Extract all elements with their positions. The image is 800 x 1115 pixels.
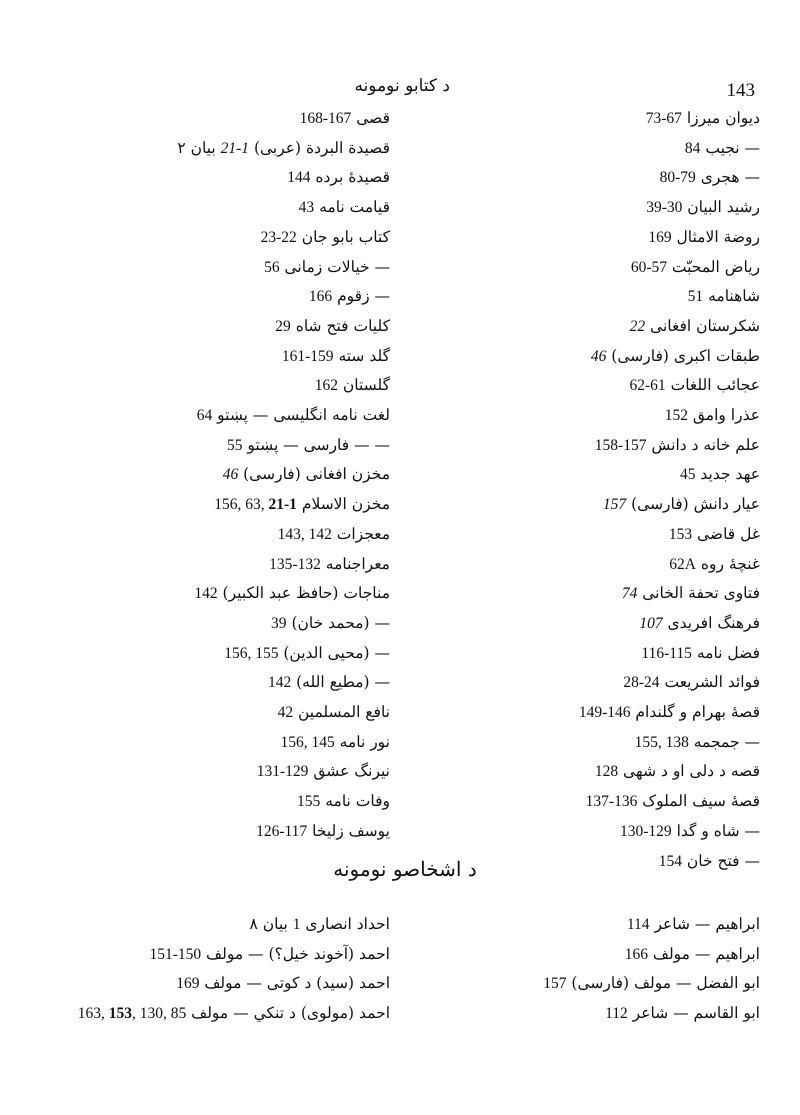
entry-suffix: بیان ۸ xyxy=(249,915,293,933)
entry-page-ref: 143, 142 xyxy=(277,525,332,543)
entry-page-ref: 130-129 xyxy=(619,822,672,840)
entry-page-ref: 154 xyxy=(658,852,682,870)
entry-title: فرهنگ افریدی xyxy=(662,613,760,632)
index-entry xyxy=(30,401,390,431)
entry-title: ابراهیم — شاعر xyxy=(649,915,760,933)
entry-title: نیرنگ عشق xyxy=(308,762,390,781)
index-entry xyxy=(30,193,390,223)
entry-title: نافع المسلمین xyxy=(293,703,390,722)
entry-page-ref: 39 xyxy=(271,614,287,632)
entry-title: عیار دانش (فارسی) xyxy=(626,495,760,514)
index-entry xyxy=(420,253,760,283)
entry-title: فضل نامه xyxy=(691,643,760,662)
entry-page-ref: 42 xyxy=(277,704,294,722)
index-entry xyxy=(30,134,390,164)
entry-page-ref: 144 xyxy=(287,169,311,187)
entry-title: معراجنامه xyxy=(320,554,390,573)
index-entry xyxy=(30,460,390,490)
entry-page-ref: 157 xyxy=(602,496,627,514)
index-entry xyxy=(30,520,390,550)
entry-page-ref: 23-22 xyxy=(260,228,297,246)
entry-title: قصه د دلی او د شهی xyxy=(618,762,760,781)
index-entry xyxy=(420,193,760,223)
index-entry xyxy=(420,698,760,728)
entry-title: قصیدهٔ برده xyxy=(310,168,390,187)
entry-title: ابراهیم — مولف xyxy=(647,944,760,963)
entry-title: روضة الامثال xyxy=(671,227,760,246)
entry-title: فتاوی تحفة الخانی xyxy=(637,584,760,603)
index-entry xyxy=(20,999,390,1029)
entry-title: غل قاضی xyxy=(692,524,760,543)
index-entry xyxy=(420,401,760,431)
entry-title: — — فارسی — پښتو xyxy=(242,435,390,454)
index-entry xyxy=(20,910,390,940)
entry-page-ref: 21-1 xyxy=(220,139,250,157)
entry-page-ref: 168-167 xyxy=(299,110,352,127)
entry-title: وفات نامه xyxy=(320,792,390,811)
entry-page-ref: 163, 153, 130, 85 xyxy=(77,1005,187,1023)
entry-page-ref: 22 xyxy=(629,317,646,335)
index-entry xyxy=(420,579,760,609)
entry-title: گلد سته xyxy=(333,346,390,365)
books-index-left-column xyxy=(30,104,390,847)
entry-title: طبقات اکبری (فارسی) xyxy=(606,346,760,365)
entry-page-ref: 126-117 xyxy=(256,822,308,840)
index-entry xyxy=(420,134,760,164)
entry-suffix: بیان ۲ xyxy=(177,138,221,157)
index-entry xyxy=(30,371,390,401)
entry-title: معجزات xyxy=(331,524,390,543)
running-head: د کتابو نومونه xyxy=(354,76,450,96)
entry-title: قصی xyxy=(351,109,390,127)
entry-title: — نجیب xyxy=(700,138,760,157)
index-entry xyxy=(30,431,390,461)
index-entry xyxy=(30,668,390,698)
entry-title: — زقوم xyxy=(332,287,390,306)
entry-page-ref: 156, 145 xyxy=(280,733,335,751)
entry-page-ref: 131-129 xyxy=(256,763,309,781)
entry-page-ref: 156, 63, 21-1 xyxy=(214,496,297,514)
entry-page-ref: 107 xyxy=(639,614,663,632)
entry-page-ref: 166 xyxy=(308,288,333,306)
entry-page-ref: 112 xyxy=(605,1005,628,1023)
entry-page-ref: 142 xyxy=(267,674,292,692)
entry-title: مخزن الاسلام xyxy=(296,495,390,514)
index-entry xyxy=(20,969,390,999)
entry-title: نور نامه xyxy=(334,732,390,751)
index-entry xyxy=(420,969,760,999)
entry-page-ref: 62A xyxy=(669,555,696,573)
entry-page-ref: 1 xyxy=(292,916,301,933)
entry-title: قصهٔ سیف الملوک xyxy=(637,792,760,811)
index-entry xyxy=(420,282,760,312)
entry-title: — (محیی الدین) xyxy=(278,643,390,662)
persons-section-title: د اشخاصو نومونه xyxy=(333,857,477,881)
entry-page-ref: 73-67 xyxy=(645,110,682,127)
entry-page-ref: 74 xyxy=(621,585,638,603)
entry-title: علم خانه د دانش xyxy=(646,435,760,454)
entry-title: احمد (مولوی) د تنکي — مولف xyxy=(186,1004,390,1023)
entry-page-ref: 158-157 xyxy=(594,436,647,454)
entry-title: عذرا وامق xyxy=(687,406,760,425)
entry-title: ریاض المحبّت xyxy=(666,257,760,276)
index-entry xyxy=(30,223,390,253)
entry-page-ref: 80-79 xyxy=(659,169,696,187)
index-entry xyxy=(420,104,760,134)
index-entry xyxy=(420,817,760,847)
index-entry xyxy=(420,668,760,698)
entry-page-ref: 55 xyxy=(227,436,243,454)
entry-page-ref: 128 xyxy=(594,763,619,781)
index-entry xyxy=(420,223,760,253)
entry-title: یوسف زلیخا xyxy=(307,821,390,840)
index-entry xyxy=(420,550,760,580)
entry-title: کتاب بابو جان xyxy=(296,227,390,246)
index-entry xyxy=(420,490,760,520)
index-entry xyxy=(420,520,760,550)
entry-title: رشید البیان xyxy=(682,198,760,217)
index-entry xyxy=(420,163,760,193)
entry-title: — فتح خان xyxy=(681,851,760,870)
entry-page-ref: 46 xyxy=(590,347,607,365)
entry-page-ref: 162 xyxy=(314,377,338,395)
entry-title: غنچهٔ روه xyxy=(695,554,760,573)
entry-title: احمد (سید) د کوتی — مولف xyxy=(199,974,390,993)
entry-title: — جمجمه xyxy=(688,732,760,751)
index-entry xyxy=(30,282,390,312)
entry-page-ref: 157 xyxy=(543,975,567,993)
index-entry xyxy=(30,104,390,134)
entry-title: قصیدة البردة (عربی) xyxy=(249,138,390,157)
index-entry xyxy=(30,817,390,847)
entry-page-ref: 169 xyxy=(648,228,672,246)
entry-page-ref: 29 xyxy=(275,317,291,335)
entry-page-ref: 166 xyxy=(624,945,648,963)
entry-page-ref: 161-159 xyxy=(281,347,334,365)
index-entry xyxy=(420,431,760,461)
index-entry xyxy=(420,999,760,1029)
entry-title: — هجری xyxy=(695,168,760,187)
entry-page-ref: 156, 155 xyxy=(224,644,279,662)
index-entry xyxy=(30,787,390,817)
index-entry xyxy=(30,550,390,580)
index-entry xyxy=(30,579,390,609)
entry-page-ref: 151-150 xyxy=(149,945,202,963)
entry-title: شکرستان افغانی xyxy=(645,316,760,335)
index-entry xyxy=(420,460,760,490)
index-entry xyxy=(30,757,390,787)
entry-page-ref: 169 xyxy=(176,975,200,993)
index-entry xyxy=(20,940,390,970)
entry-title: گلستان xyxy=(337,376,390,395)
index-entry xyxy=(420,639,760,669)
index-entry xyxy=(420,910,760,940)
entry-page-ref: 84 xyxy=(684,139,701,157)
page-number: 143 xyxy=(726,80,755,101)
entry-page-ref: 60-57 xyxy=(630,258,667,276)
index-entry xyxy=(420,609,760,639)
entry-title: — (مطیع الله) xyxy=(291,673,390,692)
entry-page-ref: 28-24 xyxy=(623,674,660,692)
index-entry xyxy=(30,490,390,520)
entry-page-ref: 64 xyxy=(196,407,213,425)
index-entry xyxy=(30,342,390,372)
entry-title: فوائد الشریعت xyxy=(659,673,760,692)
index-entry xyxy=(30,728,390,758)
entry-title: عهد جدید xyxy=(695,465,760,484)
index-entry xyxy=(420,728,760,758)
entry-title: مناجات (حافظ عبد الکبیر) xyxy=(217,584,390,603)
entry-title: قصهٔ بهرام و گلندام xyxy=(630,703,760,722)
entry-page-ref: 56 xyxy=(264,258,280,276)
entry-title: مخزن افغانی (فارسی) xyxy=(238,465,390,484)
entry-page-ref: 153 xyxy=(668,525,693,543)
index-entry xyxy=(30,639,390,669)
entry-page-ref: 51 xyxy=(687,288,704,306)
index-entry xyxy=(420,371,760,401)
entry-page-ref: 116-115 xyxy=(641,644,692,662)
entry-page-ref: 135-132 xyxy=(269,555,321,573)
entry-page-ref: 39-30 xyxy=(646,199,683,217)
entry-page-ref: 152 xyxy=(664,407,688,425)
index-entry xyxy=(30,312,390,342)
entry-title: شاهنامه xyxy=(703,287,760,306)
books-index-right-column xyxy=(420,104,760,876)
entry-page-ref: 46 xyxy=(222,466,239,484)
index-entry xyxy=(30,698,390,728)
entry-title: — شاه و گدا xyxy=(671,821,760,840)
persons-index-right-column xyxy=(420,910,760,1029)
entry-page-ref: 155 xyxy=(297,793,321,811)
entry-title: احمد (آخوند خیل؟) — مولف xyxy=(201,944,390,963)
index-entry xyxy=(30,253,390,283)
entry-page-ref: 45 xyxy=(679,466,696,484)
entry-page-ref: 137-136 xyxy=(585,793,638,811)
entry-page-ref: 62-61 xyxy=(629,377,666,395)
entry-title: کلیات فتح شاه xyxy=(290,316,390,335)
index-entry xyxy=(420,312,760,342)
index-entry xyxy=(420,787,760,817)
index-entry xyxy=(30,609,390,639)
entry-title: — خیالات زمانی xyxy=(279,257,390,276)
index-entry xyxy=(30,163,390,193)
entry-title: ابو الفضل — مولف (فارسی) xyxy=(566,974,760,993)
entry-page-ref: 43 xyxy=(298,199,315,217)
entry-title: دیوان میرزا xyxy=(681,109,760,127)
entry-title: احداد انصاری xyxy=(300,915,390,933)
index-entry xyxy=(420,342,760,372)
entry-page-ref: 142 xyxy=(194,585,218,603)
entry-title: قیامت نامه xyxy=(314,198,390,217)
entry-title: لغت نامه انگلیسی — پښتو xyxy=(212,406,390,425)
index-entry xyxy=(420,940,760,970)
entry-title: — (محمد خان) xyxy=(286,613,390,632)
entry-page-ref: 149-146 xyxy=(578,704,631,722)
entry-page-ref: 155, 138 xyxy=(634,733,689,751)
persons-index-left-column xyxy=(20,910,390,1029)
entry-title: ابو القاسم — شاعر xyxy=(627,1004,760,1023)
entry-page-ref: 114 xyxy=(626,916,650,933)
index-entry xyxy=(420,757,760,787)
entry-title: عجائب اللغات xyxy=(665,376,760,395)
